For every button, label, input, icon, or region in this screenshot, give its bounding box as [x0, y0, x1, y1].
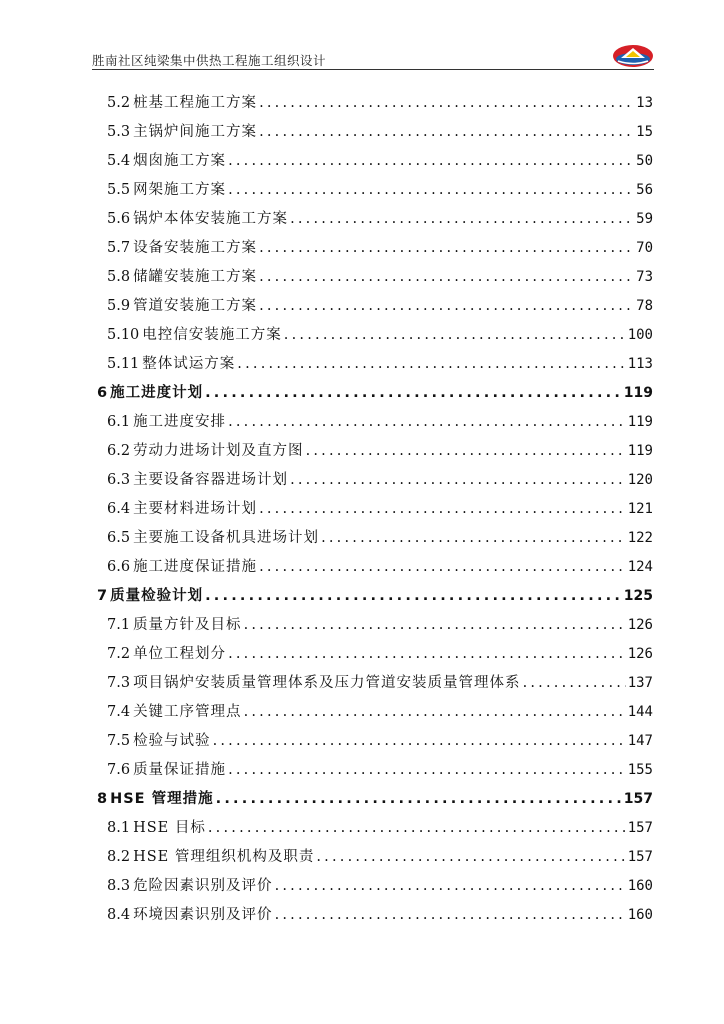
toc-entry-title: 质量保证措施 [133, 761, 227, 778]
toc-entry-number: 5.11 [107, 355, 140, 372]
toc-section-entry[interactable] [0, 175, 653, 204]
table-of-contents [0, 88, 724, 929]
toc-entry-page: 160 [627, 906, 653, 923]
toc-entry-number: 7.4 [107, 703, 131, 720]
toc-entry-title: 危险因素识别及评价 [133, 877, 273, 894]
toc-dot-leader [205, 383, 622, 403]
toc-entry-page: 119 [627, 442, 653, 459]
toc-entry-number: 5.2 [107, 94, 131, 111]
toc-entry-number: 5.4 [107, 152, 131, 169]
toc-dot-leader [259, 238, 634, 258]
toc-entry-number: 7.2 [107, 645, 131, 662]
toc-entry-title: 主锅炉间施工方案 [133, 123, 258, 140]
toc-dot-leader [306, 441, 626, 461]
toc-section-entry[interactable] [0, 900, 653, 929]
toc-entry-number: 6.4 [107, 500, 131, 517]
company-logo-icon [612, 44, 654, 68]
toc-entry-page: 15 [636, 123, 653, 140]
toc-entry-title: 管道安装施工方案 [133, 297, 258, 314]
toc-dot-leader [237, 354, 625, 374]
toc-dot-leader [290, 470, 626, 490]
toc-dot-leader [228, 412, 626, 432]
toc-dot-leader [208, 818, 626, 838]
toc-entry-number: 6.3 [107, 471, 131, 488]
toc-section-entry[interactable] [0, 755, 653, 784]
toc-entry-number: 7 [97, 587, 108, 604]
toc-dot-leader [316, 847, 625, 867]
toc-dot-leader [275, 876, 626, 896]
toc-dot-leader [523, 673, 626, 693]
toc-dot-leader [213, 731, 626, 751]
toc-dot-leader [244, 615, 626, 635]
toc-entry-number: 6.1 [107, 413, 131, 430]
header-divider [92, 69, 654, 70]
toc-entry-title: 施工进度计划 [110, 384, 204, 401]
toc-entry-title: 质量检验计划 [110, 587, 204, 604]
toc-entry-title: 设备安装施工方案 [133, 239, 258, 256]
toc-entry-page: 155 [627, 761, 653, 778]
toc-entry-number: 8.3 [107, 877, 131, 894]
toc-section-entry[interactable] [0, 697, 653, 726]
toc-chapter-entry[interactable] [0, 581, 653, 610]
toc-entry-number: 8 [97, 790, 108, 807]
toc-entry-number: 8.1 [107, 819, 131, 836]
toc-entry-title: 关键工序管理点 [133, 703, 242, 720]
toc-section-entry[interactable] [0, 639, 653, 668]
toc-entry-page: 137 [627, 674, 653, 691]
toc-section-entry[interactable] [0, 262, 653, 291]
toc-entry-title: 桩基工程施工方案 [133, 94, 258, 111]
toc-entry-title: 质量方针及目标 [133, 616, 242, 633]
toc-entry-title: 网架施工方案 [133, 181, 227, 198]
toc-section-entry[interactable] [0, 204, 653, 233]
toc-entry-page: 113 [627, 355, 653, 372]
toc-entry-page: 56 [636, 181, 653, 198]
toc-dot-leader [244, 702, 626, 722]
toc-entry-number: 6.5 [107, 529, 131, 546]
toc-dot-leader [321, 528, 626, 548]
toc-entry-page: 120 [627, 471, 653, 488]
toc-section-entry[interactable] [0, 523, 653, 552]
toc-dot-leader [228, 151, 634, 171]
toc-section-entry[interactable] [0, 610, 653, 639]
toc-dot-leader [259, 296, 634, 316]
toc-dot-leader [259, 557, 626, 577]
toc-section-entry[interactable] [0, 233, 653, 262]
toc-dot-leader [228, 760, 626, 780]
toc-dot-leader [259, 499, 626, 519]
toc-section-entry[interactable] [0, 726, 653, 755]
toc-entry-title: 储罐安装施工方案 [133, 268, 258, 285]
toc-dot-leader [228, 644, 626, 664]
toc-entry-title: HSE 管理措施 [110, 790, 214, 807]
toc-section-entry[interactable] [0, 320, 653, 349]
toc-entry-title: 电控信安装施工方案 [142, 326, 282, 343]
toc-entry-title: 锅炉本体安装施工方案 [133, 210, 289, 227]
toc-entry-number: 6 [97, 384, 108, 401]
toc-entry-number: 7.6 [107, 761, 131, 778]
toc-section-entry[interactable] [0, 494, 653, 523]
toc-entry-number: 5.7 [107, 239, 131, 256]
toc-section-entry[interactable] [0, 436, 653, 465]
toc-section-entry[interactable] [0, 88, 653, 117]
toc-entry-number: 6.6 [107, 558, 131, 575]
toc-chapter-entry[interactable] [0, 784, 653, 813]
toc-entry-page: 124 [627, 558, 653, 575]
toc-section-entry[interactable] [0, 813, 653, 842]
toc-dot-leader [290, 209, 634, 229]
toc-section-entry[interactable] [0, 146, 653, 175]
toc-entry-title: HSE 管理组织机构及职责 [133, 848, 315, 865]
toc-dot-leader [216, 789, 622, 809]
toc-entry-number: 8.2 [107, 848, 131, 865]
toc-entry-title: 环境因素识别及评价 [133, 906, 273, 923]
toc-entry-number: 6.2 [107, 442, 131, 459]
toc-entry-number: 5.6 [107, 210, 131, 227]
toc-section-entry[interactable] [0, 349, 653, 378]
toc-entry-title: 主要施工设备机具进场计划 [133, 529, 320, 546]
toc-entry-page: 119 [627, 413, 653, 430]
toc-dot-leader [228, 180, 634, 200]
toc-entry-number: 5.8 [107, 268, 131, 285]
toc-entry-page: 144 [627, 703, 653, 720]
toc-dot-leader [259, 267, 634, 287]
toc-entry-page: 122 [627, 529, 653, 546]
toc-entry-number: 5.3 [107, 123, 131, 140]
toc-dot-leader [275, 905, 626, 925]
toc-entry-page: 50 [636, 152, 653, 169]
toc-entry-number: 8.4 [107, 906, 131, 923]
toc-chapter-entry[interactable] [0, 378, 653, 407]
toc-entry-page: 121 [627, 500, 653, 517]
toc-entry-page: 126 [627, 645, 653, 662]
toc-section-entry[interactable] [0, 842, 653, 871]
toc-entry-number: 7.1 [107, 616, 131, 633]
toc-entry-title: 整体试运方案 [142, 355, 236, 372]
toc-section-entry[interactable] [0, 552, 653, 581]
toc-entry-page: 78 [636, 297, 653, 314]
toc-entry-title: 项目锅炉安装质量管理体系及压力管道安装质量管理体系 [133, 674, 521, 691]
toc-entry-page: 125 [623, 587, 653, 604]
toc-entry-page: 100 [627, 326, 653, 343]
toc-entry-number: 7.3 [107, 674, 131, 691]
toc-entry-title: 施工进度安排 [133, 413, 227, 430]
toc-dot-leader [259, 93, 634, 113]
toc-entry-title: 施工进度保证措施 [133, 558, 258, 575]
toc-entry-page: 157 [627, 819, 653, 836]
toc-entry-title: HSE 目标 [133, 819, 206, 836]
toc-entry-page: 160 [627, 877, 653, 894]
page-header [92, 48, 654, 70]
toc-entry-page: 126 [627, 616, 653, 633]
toc-entry-page: 13 [636, 94, 653, 111]
toc-section-entry[interactable] [0, 465, 653, 494]
toc-entry-title: 主要设备容器进场计划 [133, 471, 289, 488]
toc-section-entry[interactable] [0, 117, 653, 146]
header-title: 胜南社区纯梁集中供热工程施工组织设计 [92, 53, 327, 68]
toc-entry-page: 59 [636, 210, 653, 227]
toc-entry-number: 7.5 [107, 732, 131, 749]
toc-entry-page: 157 [627, 848, 653, 865]
toc-section-entry[interactable] [0, 291, 653, 320]
toc-entry-page: 73 [636, 268, 653, 285]
toc-entry-number: 5.10 [107, 326, 140, 343]
toc-entry-number: 5.5 [107, 181, 131, 198]
toc-dot-leader [205, 586, 622, 606]
toc-dot-leader [284, 325, 626, 345]
toc-entry-page: 119 [623, 384, 653, 401]
toc-entry-page: 70 [636, 239, 653, 256]
toc-entry-title: 检验与试验 [133, 732, 211, 749]
toc-entry-number: 5.9 [107, 297, 131, 314]
toc-section-entry[interactable] [0, 871, 653, 900]
toc-entry-title: 主要材料进场计划 [133, 500, 258, 517]
toc-entry-page: 157 [623, 790, 653, 807]
toc-entry-title: 烟囱施工方案 [133, 152, 227, 169]
toc-section-entry[interactable] [0, 407, 653, 436]
toc-entry-title: 单位工程划分 [133, 645, 227, 662]
toc-dot-leader [259, 122, 634, 142]
toc-entry-page: 147 [627, 732, 653, 749]
toc-section-entry[interactable] [0, 668, 653, 697]
toc-entry-title: 劳动力进场计划及直方图 [133, 442, 304, 459]
